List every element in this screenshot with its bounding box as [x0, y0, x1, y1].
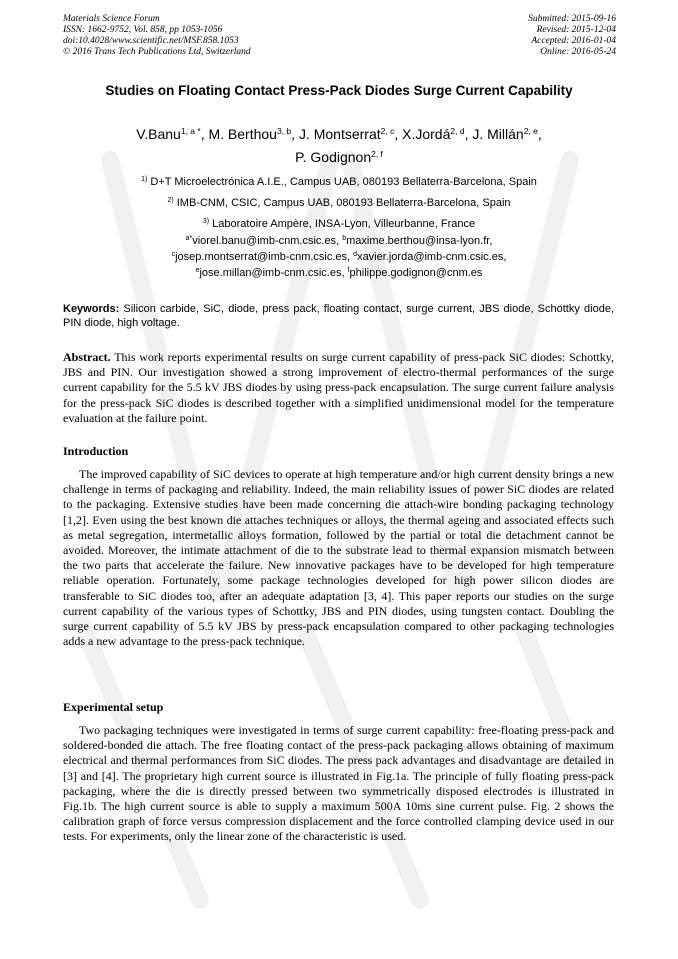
affiliation: $^{2)}$ IMB-CNM, CSIC, Campus UAB, 080193 Bellaterra-Barcelona, Spain	[167, 197, 511, 209]
paper-title: Studies on Floating Contact Press-Pack Diodes Surge Current Capability	[105, 83, 573, 98]
section-heading-introduction: Introduction	[63, 444, 129, 458]
publication-dates	[528, 14, 616, 58]
date-revised: Revised: 2015-12-04	[536, 25, 616, 35]
affiliation: $^{3)}$ Laboratoire Ampère, INSA-Lyon, Villeurbanne, France	[202, 218, 476, 230]
email-link[interactable]: xavier.jorda@imb-cnm.csic.es	[357, 251, 504, 263]
author: J. Millán$^{2, e}$	[472, 126, 538, 142]
journal-info	[63, 14, 251, 58]
date-submitted: Submitted: 2015-09-16	[528, 14, 616, 24]
date-accepted: Accepted: 2016-01-04	[531, 36, 616, 46]
author: V.Banu$^{1, a *}$	[136, 126, 201, 142]
journal-doi: doi:10.4028/www.scientific.net/MSF.858.1053	[63, 36, 239, 46]
date-online: Online: 2016-05-24	[540, 47, 616, 57]
keywords-label: Keywords:	[63, 303, 120, 315]
abstract-text: This work reports experimental results on surge current capability of press-pack SiC diodes: Schottky, JBS and PIN. Our investigation showed a strong improvement of electro-thermal performances of the surge current capability for the 5.5 kV JBS diodes by using press-pack encapsulation. The surge current failure analysis for the press-pack SiC diodes is described together with a simplified unidimensional model for the temperature evaluation at the failure point.	[63, 350, 614, 425]
email-link[interactable]: maxime.berthou@insa-lyon.fr	[346, 235, 490, 247]
author: M. Berthou$^{3, b}$	[208, 126, 292, 142]
journal-copyright: © 2016 Trans Tech Publications Ltd, Switzerland	[63, 47, 251, 57]
journal-name: Materials Science Forum	[63, 14, 160, 24]
abstract	[63, 350, 614, 426]
email-link[interactable]: jose.millan@imb-cnm.csic.es	[199, 267, 342, 279]
author-list: V.Banu$^{1, a *}$, M. Berthou$^{3, b}$, J. Montserrat$^{2, c}$, X.Jordá$^{2, d}$, J. Millán$^{2, e}$, P. Godignon$^{2, f}$	[136, 126, 542, 165]
keywords-text: Silicon carbide, SiC, diode, press pack, floating contact, surge current, JBS diode, Schottky diode, PIN diode, high voltage.	[63, 303, 614, 329]
author: X.Jordá$^{2, d}$	[402, 126, 465, 142]
author: P. Godignon$^{2, f}$	[295, 149, 383, 165]
journal-issn: ISSN: 1662-9752, Vol. 858, pp 1053-1056	[63, 25, 223, 35]
experimental-paragraph: Two packaging techniques were investigated in terms of surge current capability: free-floating press-pack and soldered-bonded die attach. The free floating contact of the press-pack packaging allows obtaining of maximum electrical and thermal performances from SiC diodes. The press pack advantages and disadvantage are detailed in [3] and [4]. The proprietary high current source is illustrated in Fig.1a. The principle of fully floating press-pack packaging, where the die is directly pressed between two symmetrically disposed electrodes is illustrated in Fig.1b. The high current source is able to supply a maximum 500A 10ms sine current pulse. Fig. 2 shows the calibration graph of force versus compression displacement and the force controlled clamping device used in our tests. For experiments, only the linear zone of the characteristic is used.	[63, 723, 614, 844]
introduction-paragraph: The improved capability of SiC devices to operate at high temperature and/or high current density brings a new challenge in terms of packaging and reliability. Indeed, the main reliability issues of power SiC diodes are related to the packaging. Extensive studies have been made concerning die attach-wire bonding packaging technology [1,2]. Even using the best known die attaches techniques or alloys, the thermal ageing and associated effects such as metal segregation, intermetallic alloys formation, followed by the partial or total die detachment cannot be avoided. Moreover, the intimate attachment of die to the substrate lead to thermal expansion mismatch between the two parts that accelerate the failure. New innovative packages have to be developed for high temperature reliable operation. Fortunately, some package technologies developed for high power silicon diodes are transferable to SiC diodes too, after an adequate adaptation [3, 4]. This paper reports our studies on the surge current capability of the various types of Schottky, JBS and PIN diodes, using tungsten contact. Doubling the surge current capability of 5.5 kV JBS by press-pack encapsulation compared to other packaging technologies adds a new advantage to the press-pack technique.	[63, 467, 614, 649]
author-emails: $^{a*}$viorel.banu@imb-cnm.csic.es, $^b$maxime.berthou@insa-lyon.fr, $^c$josep.montserrat@imb-cnm.csic.es, $^d$xavier.jorda@imb-cnm.csic.es, $^e$jose.millan@imb-cnm.csic.es, $^f$philippe.godignon@cnm.es	[171, 235, 507, 279]
email-link[interactable]: josep.montserrat@imb-cnm.csic.es	[175, 251, 348, 263]
section-heading-experimental: Experimental setup	[63, 700, 164, 714]
keywords	[63, 302, 614, 330]
abstract-label: Abstract.	[63, 350, 111, 364]
author: J. Montserrat$^{2, c}$	[298, 126, 395, 142]
email-link[interactable]: philippe.godignon@cnm.es	[349, 267, 483, 279]
affiliation: $^{1)}$ D+T Microelectrónica A.I.E., Campus UAB, 080193 Bellaterra-Barcelona, Spain	[141, 176, 537, 188]
email-link[interactable]: viorel.banu@imb-cnm.csic.es	[192, 235, 337, 247]
